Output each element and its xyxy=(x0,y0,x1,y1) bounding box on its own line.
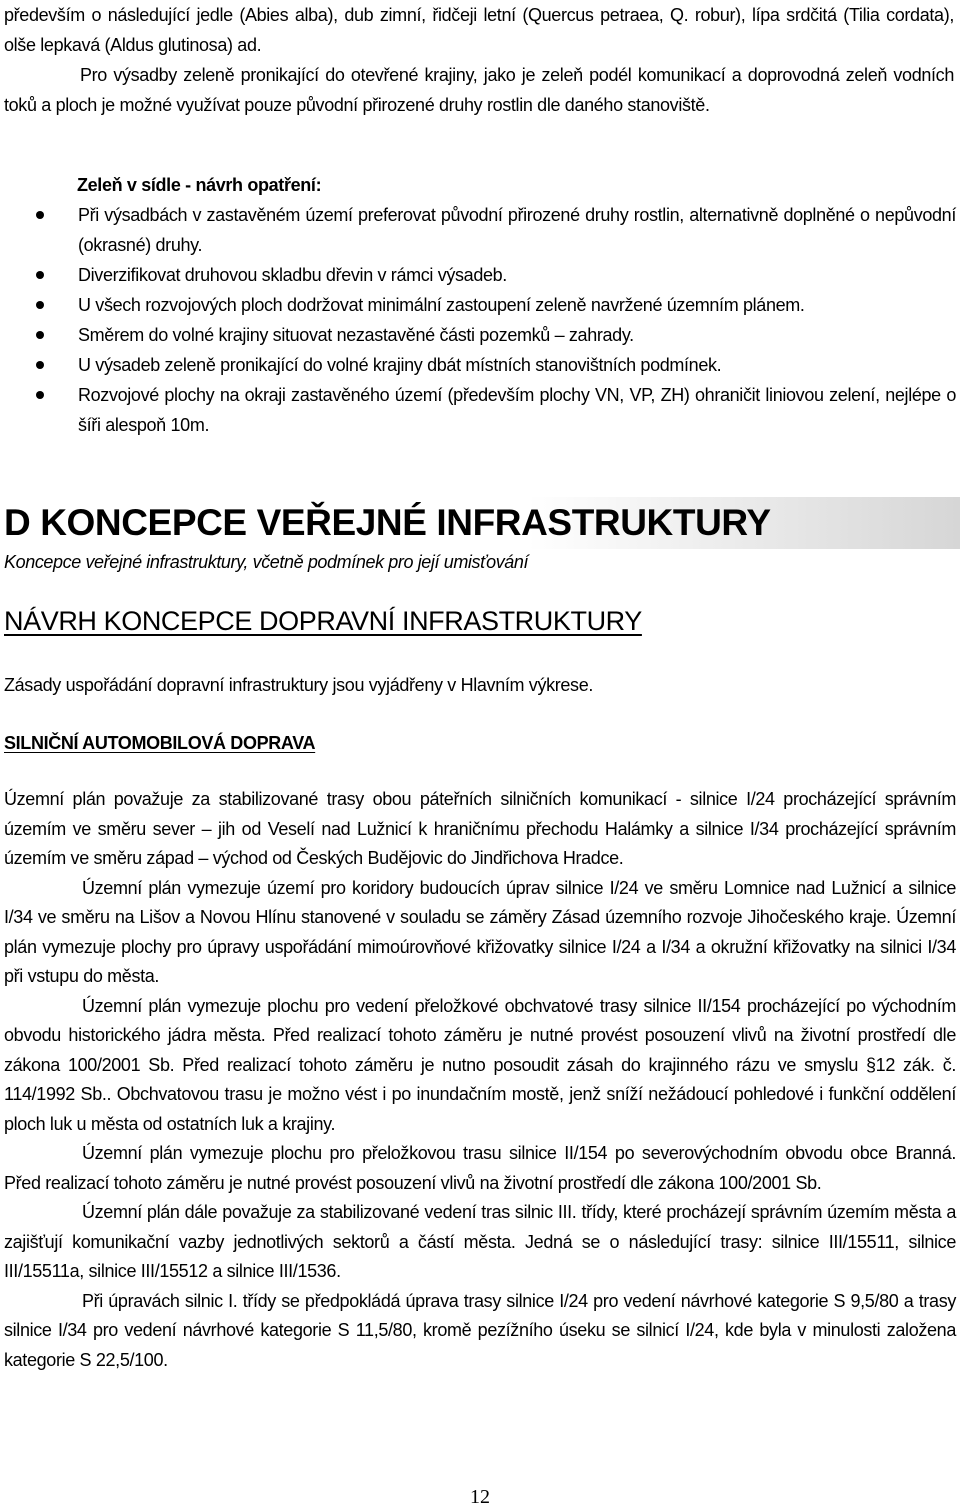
list-item-text: U všech rozvojových ploch dodržovat minimální zastoupení zeleně navržené územním plánem. xyxy=(78,295,805,315)
zasady-text: Zásady uspořádání dopravní infrastruktury jsou vyjádřeny v Hlavním výkrese. xyxy=(4,675,594,695)
page-number: 12 xyxy=(470,1486,490,1508)
list-item xyxy=(0,380,956,440)
bullet-icon xyxy=(36,391,44,399)
body-paragraph: Územní plán vymezuje území pro koridory budoucích úprav silnice I/24 ve směru Lomnice nad Lužnicí a silnice I/34 ve směru na Lišov a Novou Hlínu stanovené v souladu se záměry Zásad územního rozvoje Jihočeského kraje. Územní plán vymezuje plochy pro úpravy uspořádání mimoúrovňové křižovatky silnice I/24 a I/34 a okružní křižovatky na silnici I/34 při vstupu do města. xyxy=(4,877,956,986)
list-item-text: Směrem do volné krajiny situovat nezastavěné části pozemků – zahrady. xyxy=(78,325,634,345)
zelen-title: Zeleň v sídle - návrh opatření: xyxy=(77,175,322,195)
bullet-icon xyxy=(36,211,44,219)
intro-section xyxy=(4,0,954,120)
intro-paragraph: Pro výsadby zeleně pronikající do otevřené krajiny, jako je zeleň podél komunikací a doprovodná zeleň vodních toků a ploch je možné využívat pouze původní přirozené druhy rostlin dle daného stanoviště. xyxy=(4,65,954,115)
list-item xyxy=(0,200,956,260)
list-item-text: Rozvojové plochy na okraji zastavěného území (především plochy VN, VP, ZH) ohraničit liniovou zelení, nejlépe o šíři alespoň 10m. xyxy=(78,385,956,435)
list-item xyxy=(0,320,956,350)
section-subtitle: Koncepce veřejné infrastruktury, včetně podmínek pro její umisťování xyxy=(4,552,529,572)
body-paragraph: Územní plán dále považuje za stabilizované vedení tras silnic III. třídy, které procházejí správním územím města a zajišťují komunikační vazby jednotlivých sektorů a částí města. Jedná se o následující trasy: silnice III/15511, silnice III/15511a, silnice III/15512 a silnice III/1536. xyxy=(4,1202,956,1281)
dopravni-heading: NÁVRH KONCEPCE DOPRAVNÍ INFRASTRUKTURY xyxy=(4,606,642,636)
silnicni-body xyxy=(4,785,956,1375)
body-paragraph: Při úpravách silnic I. třídy se předpokládá úprava trasy silnice I/24 pro vedení návrhové kategorie S 9,5/80 a trasy silnice I/34 pro vedení návrhové kategorie S 11,5/80, kromě pezížního úseku se silnicí I/24, kde byla v minulosti založena kategorie S 22,5/100. xyxy=(4,1290,956,1370)
body-paragraph: Územní plán vymezuje plochu pro přeložkovou trasu silnice II/154 po severovýchodním obvodu obce Branná. Před realizací tohoto záměru je nutné provést posouzení vlivů na životní prostředí dle zákona 100/2001 Sb. xyxy=(4,1143,956,1193)
zelen-bullet-list xyxy=(0,200,956,440)
bullet-icon xyxy=(36,361,44,369)
body-paragraph: Územní plán vymezuje plochu pro vedení přeložkové obchvatové trasy silnice II/154 procházející po východním obvodu historického jádra města. Před realizací tohoto záměru je nutné provést posouzení vlivů na životní prostředí dle zákona 100/2001 Sb. Před realizací tohoto záměru je nutno posoudit zásah do krajinného rázu ve smyslu §12 zák. č. 114/1992 Sb.. Obchvatovou trasu je možno vést i po inundačním mostě, jenž sníží nežádoucí pohledové i funkční oddělení ploch luk u města od ostatních luk a krajiny. xyxy=(4,995,956,1134)
intro-continuation: především o následující jedle (Abies alba), dub zimní, řidčeji letní (Quercus petraea, Q. robur), lípa srdčitá (Tilia cordata), olše lepkavá (Aldus glutinosa) ad. xyxy=(4,5,954,55)
list-item-text: U výsadeb zeleně pronikající do volné krajiny dbát místních stanovištních podmínek. xyxy=(78,355,722,375)
section-title: D KONCEPCE VEŘEJNÉ INFRASTRUKTURY xyxy=(4,502,771,543)
list-item-text: Diverzifikovat druhovou skladbu dřevin v rámci výsadeb. xyxy=(78,265,507,285)
bullet-icon xyxy=(36,331,44,339)
body-paragraph: Územní plán považuje za stabilizované trasy obou páteřních silničních komunikací - silnice I/24 procházející správním územím ve směru sever – jih od Veselí nad Lužnicí k hraničnímu přechodu Halámky a silnice I/34 procházející správním územím ve směru západ – východ od Českých Budějovic do Jindřichova Hradce. xyxy=(4,789,956,868)
list-item xyxy=(0,350,956,380)
silnicni-subheading: SILNIČNÍ AUTOMOBILOVÁ DOPRAVA xyxy=(4,733,316,753)
list-item xyxy=(0,290,956,320)
bullet-icon xyxy=(36,301,44,309)
bullet-icon xyxy=(36,271,44,279)
list-item-text: Při výsadbách v zastavěném území preferovat původní přirozené druhy rostlin, alternativně doplněné o nepůvodní (okrasné) druhy. xyxy=(78,205,956,255)
list-item xyxy=(0,260,956,290)
